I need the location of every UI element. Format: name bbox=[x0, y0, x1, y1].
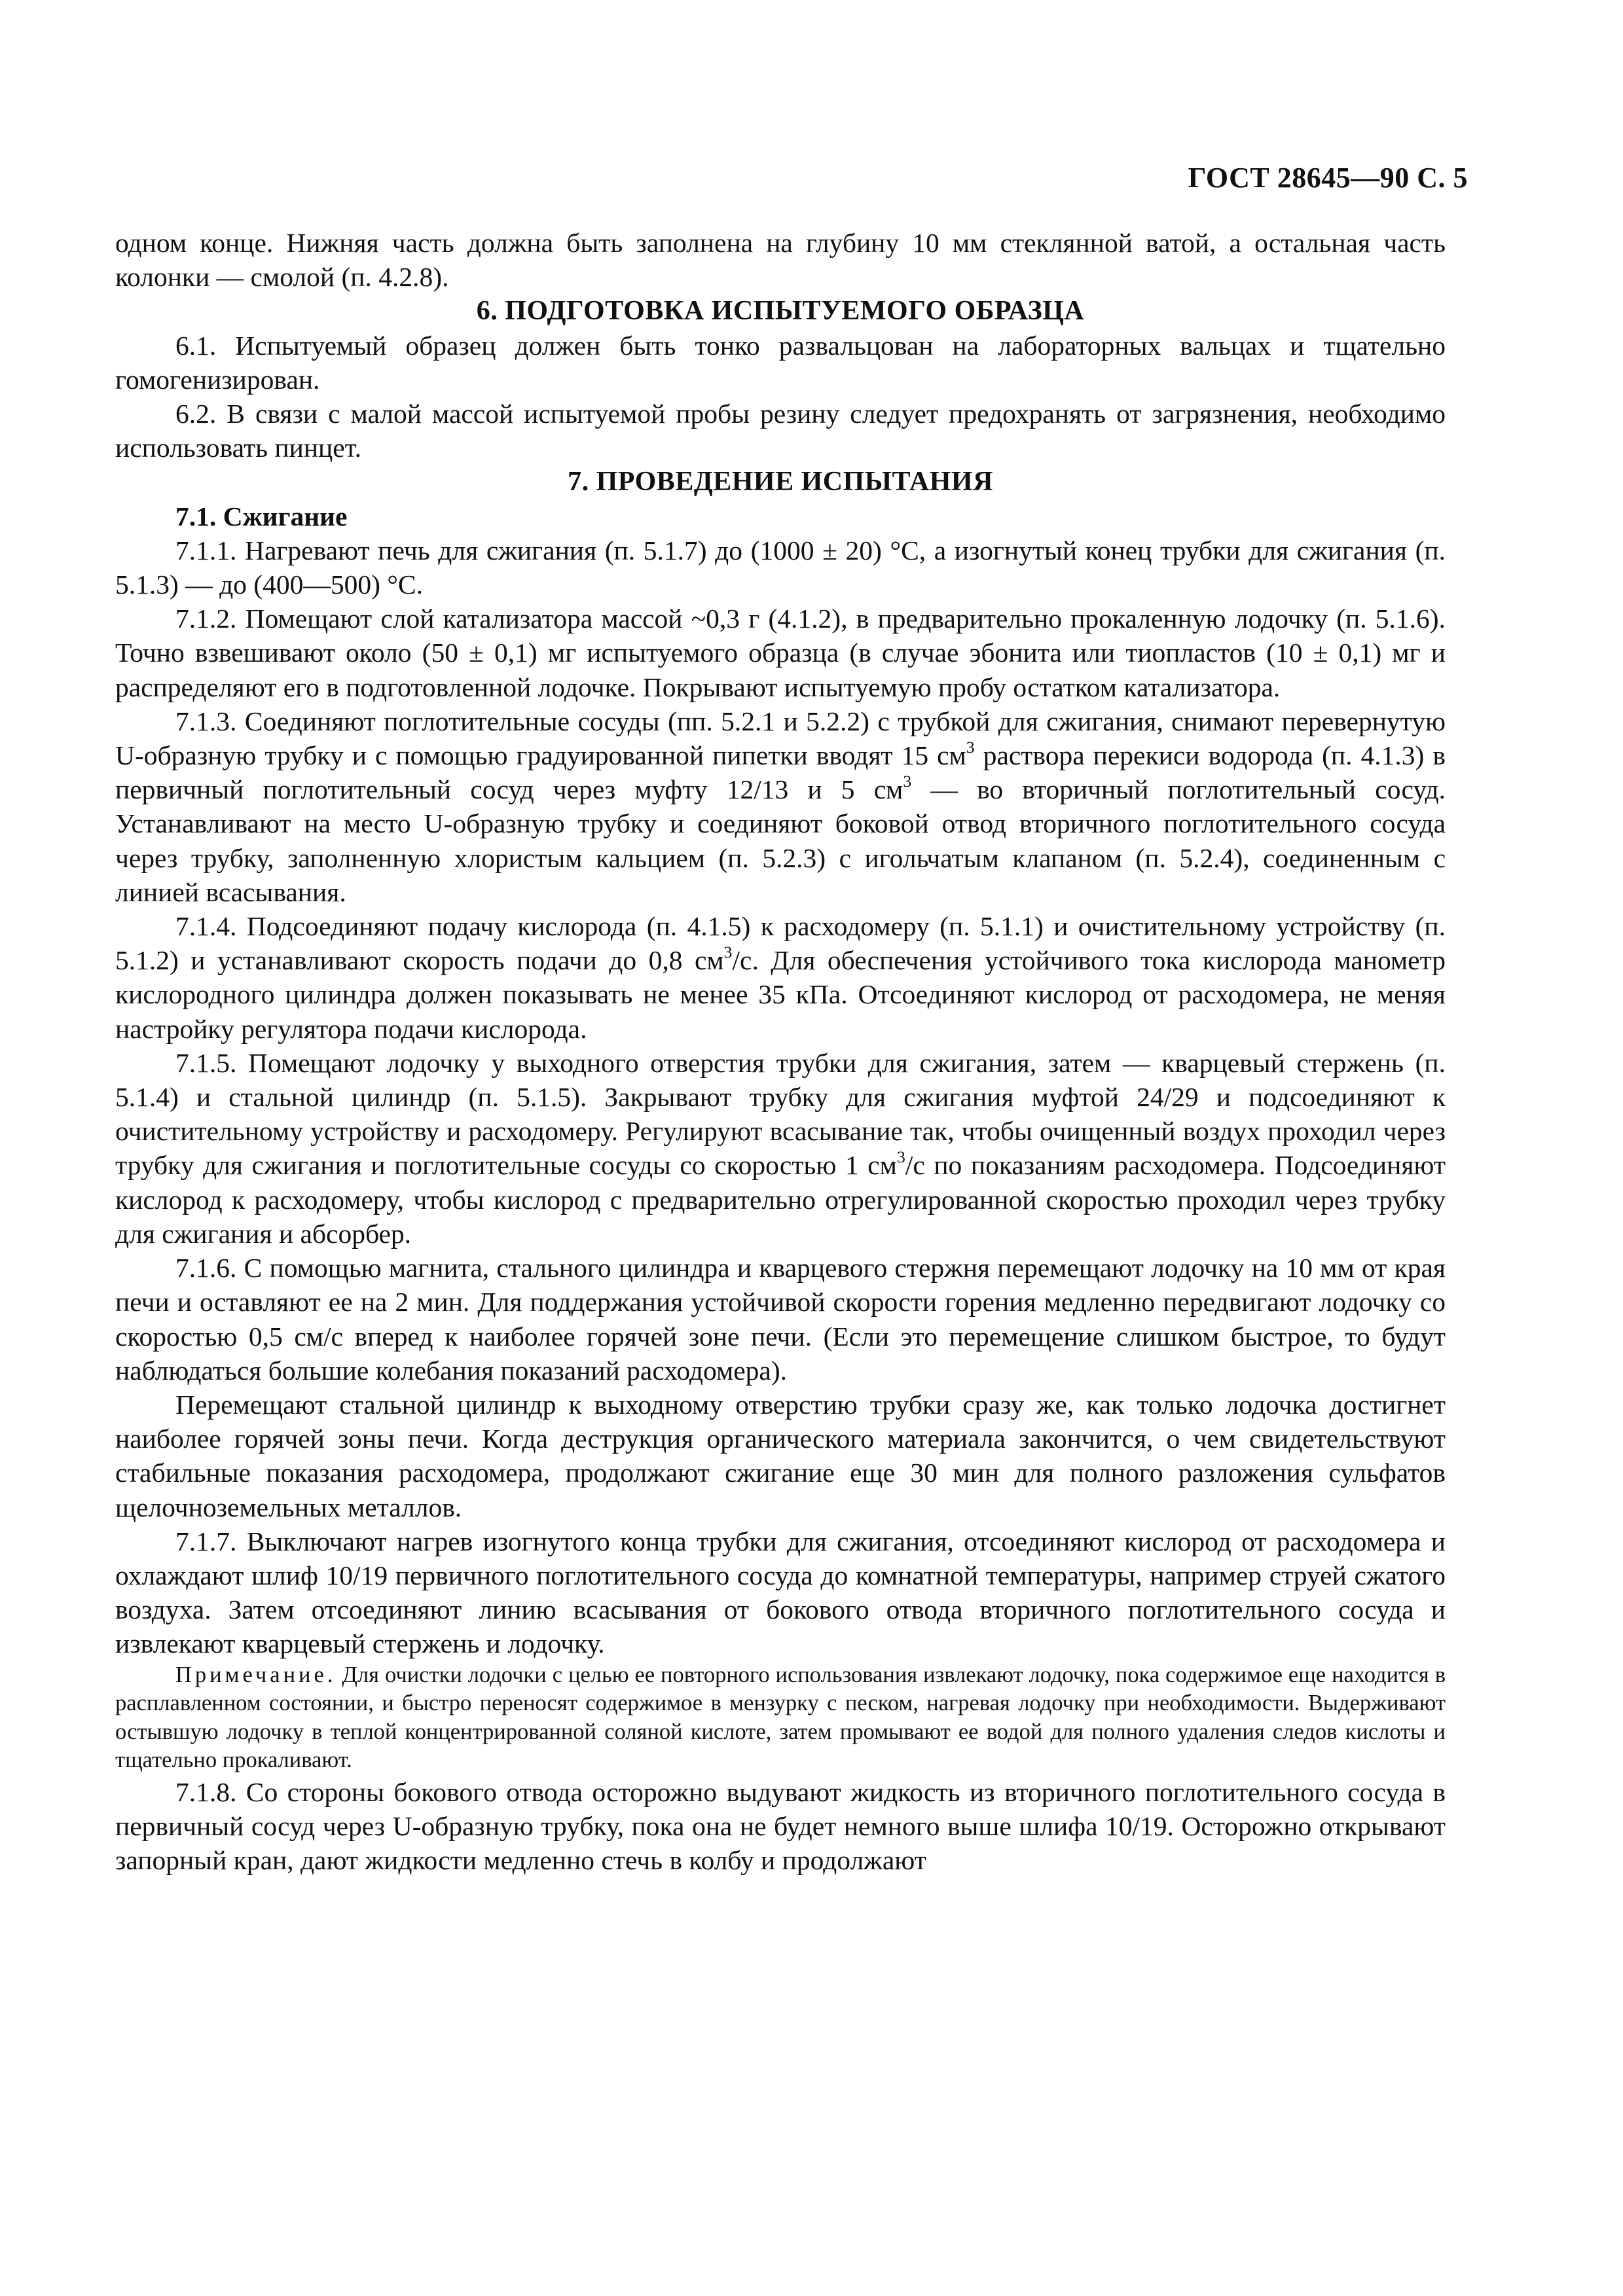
paragraph-7-1-2: 7.1.2. Помещают слой катализатора массой ~0,3 г (4.1.2), в предварительно прокаленную лодочку (п. 5.1.6). Точно взвешивают около (50 ± 0,1) мг испытуемого образца (в случае эбонита или тиопластов (10 ± 0,1) мг и распределяют его в подготовленной лодочке. Покрывают испытуемую пробу остатком катализатора. bbox=[115, 603, 1446, 702]
note-text: Для очистки лодочки с целью ее повторного использования извлекают лодочку, пока содержимое еще находится в расплавленном состоянии, и быстро переносят содержимое в мензурку с песком, нагревая лодочку при необходимости. Выдерживают остывшую лодочку в теплой концентрированной соляной кислоте, затем промывают ее водой для полного удаления следов кислоты и тщательно прокаливают. bbox=[115, 1662, 1446, 1773]
paragraph-7-1-4 bbox=[115, 909, 1446, 1046]
superscript: 3 bbox=[903, 772, 912, 791]
paragraph-7-1-7: 7.1.7. Выключают нагрев изогнутого конца трубки для сжигания, отсоединяют кислород от расходомера и охлаждают шлиф 10/19 первичного поглотительного сосуда до комнатной температуры, например струей сжатого воздуха. Затем отсоединяют линию всасывания от бокового отвода вторичного поглотительного сосуда и извлекают кварцевый стержень и лодочку. bbox=[115, 1526, 1446, 1659]
paragraph-7-1-3 bbox=[115, 704, 1446, 909]
paragraph-7-1-5 bbox=[115, 1046, 1446, 1251]
superscript: 3 bbox=[896, 1147, 905, 1167]
p715-part-a: 7.1.5. Помещают лодочку у выходного отверстия трубки для сжигания, затем — кварцевый стержень (п. 5.1.4) и стальной цилиндр (п. 5.1.5). Закрывают трубку для сжигания муфтой 24/29 и подсоединяют к очистительному устройству и расходомеру. Регулируют всасывание так, чтобы очищенный воздух проходил через трубку для сжигания и поглотительные сосуды со скоростью 1 см bbox=[115, 1047, 1446, 1181]
paragraph-6-2: 6.2. В связи с малой массой испытуемой пробы резину следует предохранять от загрязнения, необходимо использовать пинцет. bbox=[115, 399, 1446, 463]
paragraph-7-1-8: 7.1.8. Со стороны бокового отвода осторожно выдувают жидкость из вторичного поглотительного сосуда в первичный сосуд через U-образную трубку, пока она не будет немного выше шлифа 10/19. Осторожно открывают запорный кран, дают жидкости медленно стечь в колбу и продолжают bbox=[115, 1776, 1446, 1875]
p714-part-b: /с. Для обеспечения устойчивого тока кислорода манометр кислородного цилиндра должен показывать не менее 35 кПа. Отсоединяют кислород от расходомера, не меняя настройку регулятора подачи кислорода. bbox=[115, 945, 1446, 1044]
section-6-title: 6. ПОДГОТОВКА ИСПЫТУЕМОГО ОБРАЗЦА bbox=[476, 296, 1085, 327]
note-label: Примечание. bbox=[175, 1662, 337, 1687]
section-7-title: 7. ПРОВЕДЕНИЕ ИСПЫТАНИЯ bbox=[568, 467, 993, 497]
intro-paragraph: одном конце. Нижняя часть должна быть заполнена на глубину 10 мм стеклянной ватой, а остальная часть колонки — смолой (п. 4.2.8). bbox=[115, 228, 1446, 293]
note-paragraph bbox=[115, 1661, 1446, 1775]
paragraph-7-1-6: 7.1.6. С помощью магнита, стального цилиндра и кварцевого стержня перемещают лодочку на 10 мм от края печи и оставляют ее на 2 мин. Для поддержания устойчивой скорости горения медленно передвигают лодочку со скоростью 0,5 см/с вперед к наиболее горячей зоне печи. (Если это перемещение слишком быстрое, то будут наблюдаться большие колебания показаний расходомера). bbox=[115, 1253, 1446, 1386]
superscript: 3 bbox=[966, 738, 975, 757]
p714-part-a: 7.1.4. Подсоединяют подачу кислорода (п. 4.1.5) к расходомеру (п. 5.1.1) и очистительному устройству (п. 5.1.2) и устанавливают скорость подачи до 0,8 см bbox=[115, 911, 1446, 976]
subsection-7-1-title: 7.1. Сжигание bbox=[175, 501, 348, 531]
p713-part-c: — во вторичный поглотительный сосуд. Устанавливают на место U-образную трубку и соединяют боковой отвод вторичного поглотительного сосуда через трубку, заполненную хлористым кальцием (п. 5.2.3) с игольчатым клапаном (п. 5.2.4), соединенным с линией всасывания. bbox=[115, 774, 1446, 907]
superscript: 3 bbox=[723, 942, 733, 962]
p713-part-b: раствора перекиси водорода (п. 4.1.3) в первичный поглотительный сосуд через муфту 12/13 и 5 см bbox=[115, 740, 1446, 805]
page-header: ГОСТ 28645—90 С. 5 bbox=[1188, 162, 1468, 194]
paragraph-6-1: 6.1. Испытуемый образец должен быть тонко развальцован на лабораторных вальцах и тщательно гомогенизирован. bbox=[115, 330, 1446, 395]
p715-part-b: /с по показаниям расходомера. Подсоединяют кислород к расходомеру, чтобы кислород с предварительно отрегулированной скоростью проходил через трубку для сжигания и абсорбер. bbox=[115, 1150, 1446, 1249]
p713-part-a: 7.1.3. Соединяют поглотительные сосуды (пп. 5.2.1 и 5.2.2) с трубкой для сжигания, снимают перевернутую U-образную трубку и с помощью градуированной пипетки вводят 15 см bbox=[115, 706, 1446, 771]
paragraph-7-1-6-continued: Перемещают стальной цилиндр к выходному отверстию трубки сразу же, как только лодочка достигнет наиболее горячей зоны печи. Когда деструкция органического материала закончится, о чем свидетельствуют стабильные показания расходомера, продолжают сжигание еще 30 мин для полного разложения сульфатов щелочноземельных металлов. bbox=[115, 1389, 1446, 1522]
document-body bbox=[115, 226, 1446, 1877]
paragraph-7-1-1: 7.1.1. Нагревают печь для сжигания (п. 5.1.7) до (1000 ± 20) °С, а изогнутый конец трубки для сжигания (п. 5.1.3) — до (400—500) °С. bbox=[115, 535, 1446, 600]
